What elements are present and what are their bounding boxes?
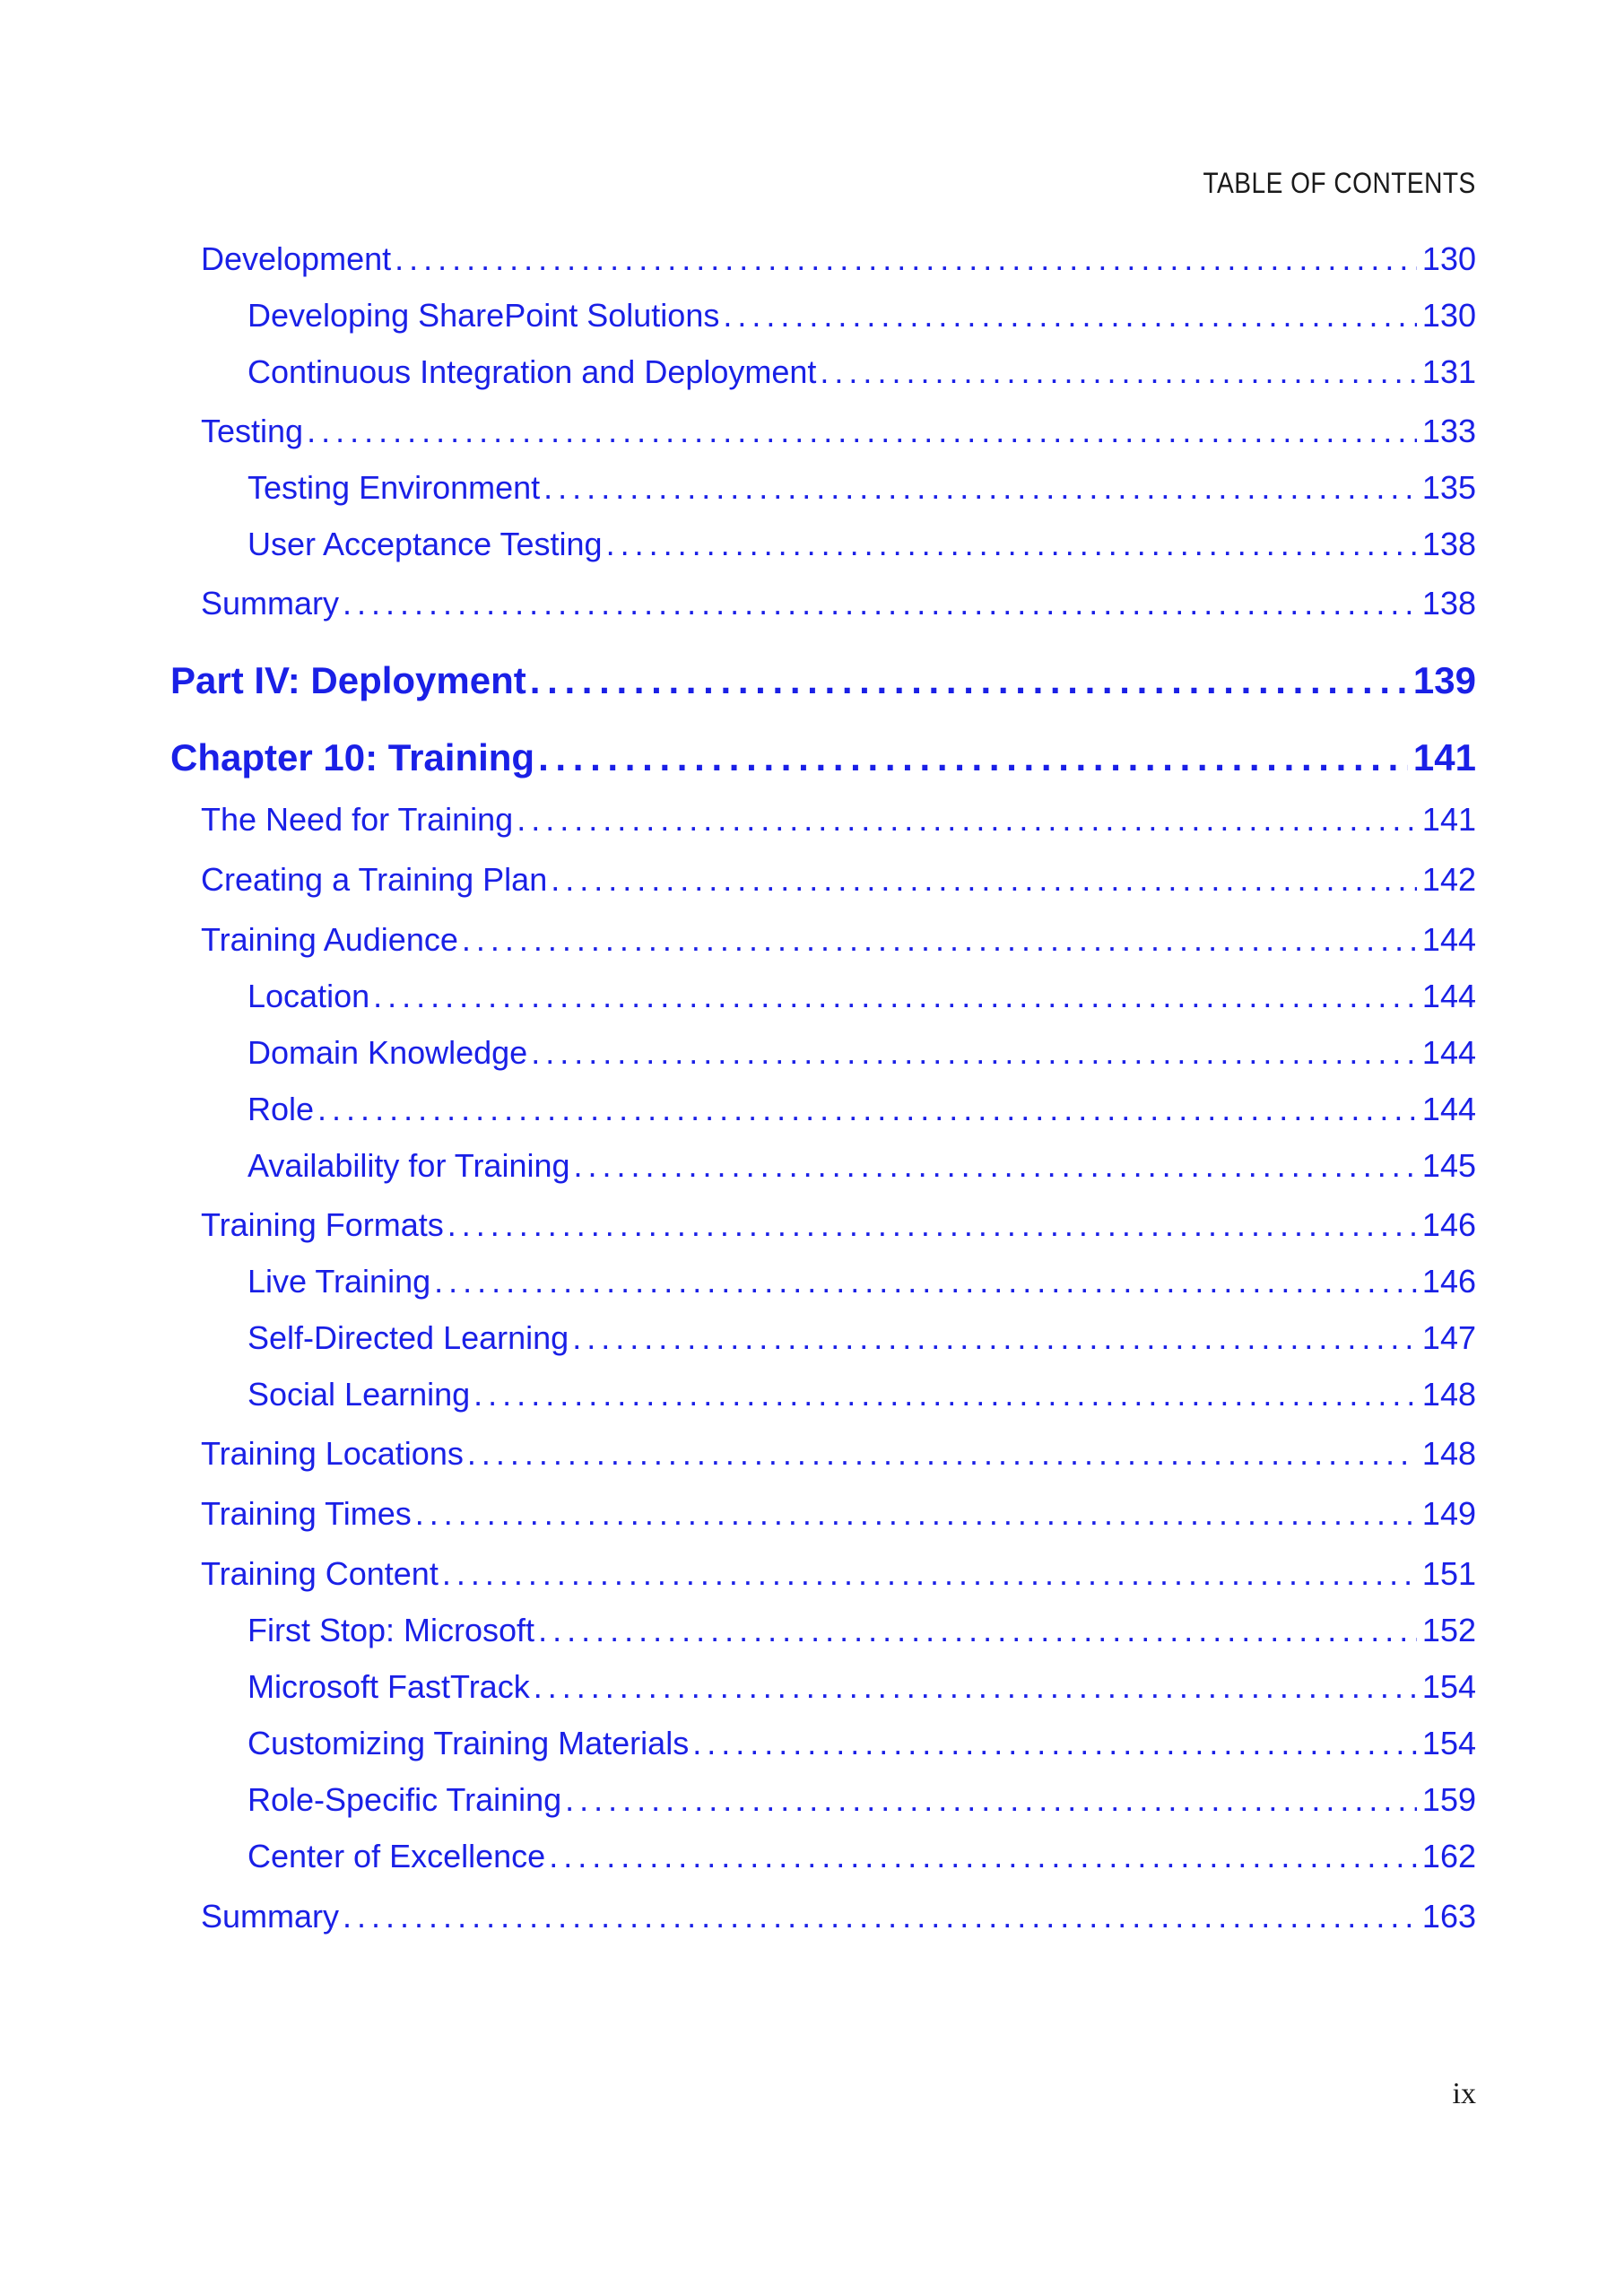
toc-entry-page: 146 (1421, 1206, 1476, 1243)
toc-entry-need-for-training[interactable] (170, 801, 1476, 839)
toc-entry-page: 145 (1421, 1147, 1476, 1184)
toc-entry-page: 138 (1421, 526, 1476, 562)
toc-entry-self-directed-learning[interactable] (170, 1319, 1476, 1357)
toc-entry-page: 148 (1421, 1435, 1476, 1472)
dot-leader (395, 240, 1417, 278)
toc-entry-training-times[interactable] (170, 1495, 1476, 1533)
running-head: TABLE OF CONTENTS (1203, 167, 1476, 199)
dot-leader (572, 1319, 1417, 1357)
toc-entry-page: 133 (1421, 413, 1476, 449)
toc-entry-training-audience[interactable] (170, 921, 1476, 959)
toc-entry-testing-environment[interactable] (170, 469, 1476, 507)
toc-entry-page: 130 (1421, 297, 1476, 334)
toc-entry-page: 149 (1421, 1495, 1476, 1532)
toc-entry-page: 138 (1421, 585, 1476, 622)
page-number: ix (1452, 2077, 1476, 2110)
dot-leader (606, 526, 1417, 563)
toc-entry-page: 135 (1421, 469, 1476, 506)
toc-entry-page: 159 (1421, 1781, 1476, 1818)
toc-entry-social-learning[interactable] (170, 1376, 1476, 1413)
toc-entry-continuous-integration[interactable] (170, 353, 1476, 391)
toc-entry-title: Training Formats (201, 1206, 444, 1243)
toc-entry-title: Role-Specific Training (248, 1781, 562, 1818)
toc-entry-training-content[interactable] (170, 1555, 1476, 1593)
toc-entry-title: Social Learning (248, 1376, 471, 1413)
toc-entry-availability-for-training[interactable] (170, 1147, 1476, 1185)
dot-leader (517, 801, 1417, 839)
dot-leader (317, 1091, 1417, 1128)
toc-entry-title: Training Content (201, 1555, 439, 1592)
toc-entry-training-locations[interactable] (170, 1435, 1476, 1473)
toc-entry-part-iv-deployment[interactable] (170, 659, 1476, 702)
dot-leader (534, 1668, 1417, 1706)
toc-entry-page: 146 (1421, 1263, 1476, 1300)
toc-entry-title: The Need for Training (201, 801, 514, 838)
toc-entry-title: Customizing Training Materials (248, 1725, 690, 1761)
toc-entry-title: Summary (201, 585, 340, 622)
dot-leader (565, 1781, 1417, 1819)
toc-entry-title: Role (248, 1091, 315, 1127)
toc-entry-title: Training Locations (201, 1435, 464, 1472)
toc-entry-creating-training-plan[interactable] (170, 861, 1476, 899)
dot-leader (343, 585, 1417, 622)
toc-entry-title: Location (248, 978, 370, 1014)
dot-leader (692, 1725, 1417, 1762)
dot-leader (723, 297, 1417, 335)
toc-entry-page: 142 (1421, 861, 1476, 898)
toc-entry-title: Creating a Training Plan (201, 861, 548, 898)
dot-leader (551, 861, 1417, 899)
toc-entry-title: Live Training (248, 1263, 431, 1300)
dot-leader (343, 1898, 1417, 1935)
toc-entry-title: Development (201, 240, 392, 277)
toc-entry-title: First Stop: Microsoft (248, 1612, 535, 1648)
toc-entry-page: 130 (1421, 240, 1476, 277)
toc-entry-training-formats[interactable] (170, 1206, 1476, 1244)
toc-entry-page: 154 (1421, 1725, 1476, 1761)
toc-entry-page: 144 (1421, 1091, 1476, 1127)
toc-entry-development[interactable] (170, 240, 1476, 278)
toc-entry-developing-sharepoint-solutions[interactable] (170, 297, 1476, 335)
toc-entry-page: 131 (1421, 353, 1476, 390)
toc-entry-user-acceptance-testing[interactable] (170, 526, 1476, 563)
dot-leader (574, 1147, 1417, 1185)
dot-leader (820, 353, 1417, 391)
toc-entry-page: 141 (1412, 736, 1476, 778)
toc-entry-page: 154 (1421, 1668, 1476, 1705)
toc-entry-title: User Acceptance Testing (248, 526, 603, 562)
dot-leader (543, 469, 1417, 507)
toc-entry-title: Chapter 10: Training (170, 736, 535, 778)
toc-entry-title: Testing (201, 413, 304, 449)
toc-entry-title: Summary (201, 1898, 340, 1935)
toc-entry-domain-knowledge[interactable] (170, 1034, 1476, 1072)
toc-entry-testing[interactable] (170, 413, 1476, 450)
toc-entry-title: Microsoft FastTrack (248, 1668, 530, 1705)
toc-entry-page: 144 (1421, 978, 1476, 1014)
dot-leader (538, 1612, 1417, 1649)
toc-entry-microsoft-fasttrack[interactable] (170, 1668, 1476, 1706)
toc-entry-page: 163 (1421, 1898, 1476, 1935)
dot-leader (373, 978, 1417, 1015)
toc-entry-title: Developing SharePoint Solutions (248, 297, 720, 334)
toc-entry-role[interactable] (170, 1091, 1476, 1128)
toc-entry-page: 148 (1421, 1376, 1476, 1413)
toc-entry-page: 144 (1421, 921, 1476, 958)
toc-entry-page: 141 (1421, 801, 1476, 838)
toc-entry-center-of-excellence[interactable] (170, 1838, 1476, 1875)
toc-entry-page: 151 (1421, 1555, 1476, 1592)
dot-leader (467, 1435, 1417, 1473)
dot-leader (442, 1555, 1417, 1593)
dot-leader (538, 736, 1408, 779)
toc-entry-live-training[interactable] (170, 1263, 1476, 1300)
toc-entry-page: 139 (1412, 659, 1476, 701)
toc-entry-title: Center of Excellence (248, 1838, 546, 1874)
toc-entry-summary-chapter-10[interactable] (170, 1898, 1476, 1935)
toc-entry-title: Training Audience (201, 921, 458, 958)
toc-entry-title: Availability for Training (248, 1147, 570, 1184)
toc-entry-title: Continuous Integration and Deployment (248, 353, 817, 390)
toc-entry-location[interactable] (170, 978, 1476, 1015)
dot-leader (307, 413, 1417, 450)
toc-entry-chapter-10-training[interactable] (170, 736, 1476, 779)
toc-entry-first-stop-microsoft[interactable] (170, 1612, 1476, 1649)
dot-leader (549, 1838, 1417, 1875)
toc-entry-page: 162 (1421, 1838, 1476, 1874)
toc-entry-page: 152 (1421, 1612, 1476, 1648)
dot-leader (415, 1495, 1417, 1533)
dot-leader (447, 1206, 1417, 1244)
dot-leader (530, 659, 1408, 702)
toc-entry-page: 147 (1421, 1319, 1476, 1356)
dot-leader (473, 1376, 1417, 1413)
toc-entry-title: Self-Directed Learning (248, 1319, 569, 1356)
toc-entry-customizing-training-materials[interactable] (170, 1725, 1476, 1762)
toc-entry-role-specific-training[interactable] (170, 1781, 1476, 1819)
toc-entry-title: Testing Environment (248, 469, 541, 506)
toc-entry-title: Part IV: Deployment (170, 659, 526, 701)
dot-leader (434, 1263, 1417, 1300)
toc-entry-title: Domain Knowledge (248, 1034, 528, 1071)
toc-entry-page: 144 (1421, 1034, 1476, 1071)
toc-entry-summary[interactable] (170, 585, 1476, 622)
dot-leader (531, 1034, 1417, 1072)
toc-entry-title: Training Times (201, 1495, 412, 1532)
dot-leader (462, 921, 1417, 959)
